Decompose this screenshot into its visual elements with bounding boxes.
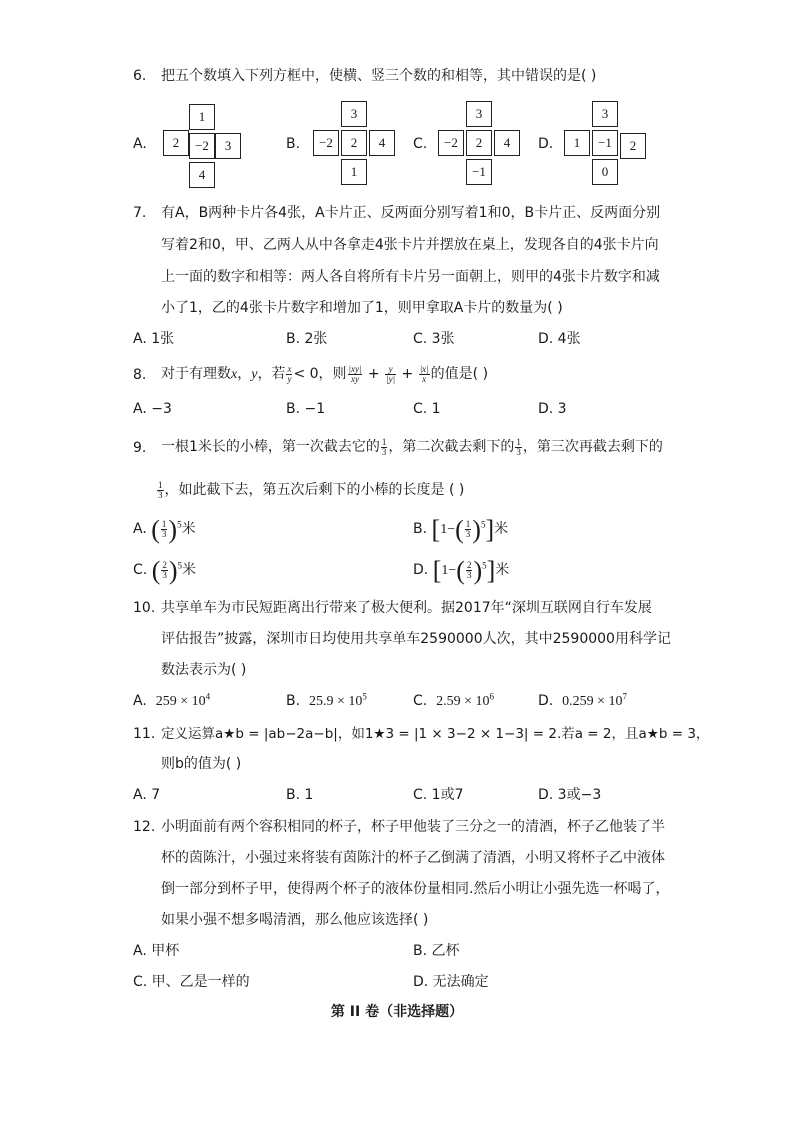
q7-line-1: 有A，B两种卡片各4张，A卡片正、反两面分别写着1和0，B卡片正、反两面分别 bbox=[161, 205, 661, 221]
q11-option-d: D. 3或−3 bbox=[538, 787, 602, 803]
q10-line-1: 共享单车为市民短距离出行带来了极大便利。据2017年“深圳互联网自行车发展 bbox=[161, 600, 652, 616]
cell-top: 1 bbox=[189, 104, 215, 130]
cell-right: 4 bbox=[494, 130, 520, 156]
q7-option-b: B. 2张 bbox=[286, 331, 328, 347]
q9-text-c: ，第三次再截去剩下的 bbox=[522, 439, 663, 455]
cell-bottom: 0 bbox=[592, 159, 618, 185]
cell-center: 2 bbox=[341, 130, 367, 156]
q6-stem: 把五个数填入下列方框中，使横、竖三个数的和相等，其中错误的是( ) bbox=[161, 68, 597, 84]
q8-option-d: D. 3 bbox=[538, 401, 567, 417]
q8-option-a: A. −3 bbox=[133, 401, 172, 417]
q8-option-b: B. −1 bbox=[286, 401, 326, 417]
section-title: 第 II 卷（非选择题） bbox=[330, 1004, 464, 1020]
q10-number: 10. bbox=[133, 600, 156, 616]
cell-bottom: 1 bbox=[341, 159, 367, 185]
q8-fraction-abs-x-x: $\frac{|x|}{x}$ bbox=[419, 363, 429, 384]
q6-option-c-cross bbox=[438, 101, 522, 189]
q8-text-c: < 0，则 bbox=[293, 366, 347, 382]
q9-option-a: A. ( $\frac{1}{3}$ )$^5$米 bbox=[133, 514, 196, 544]
q9-text-line-2: ，如此截下去，第五次后剩下的小棒的长度是 ( ) bbox=[164, 482, 465, 498]
q12-line-1: 小明面前有两个容积相同的杯子，杯子甲他装了三分之一的清酒，杯子乙他装了半 bbox=[161, 819, 665, 835]
q9-line-1 bbox=[161, 433, 663, 461]
q6-option-d-label: D. bbox=[538, 136, 554, 152]
q10-option-a: A. $259 \times 10^4$ bbox=[133, 691, 211, 709]
cell-bottom: 4 bbox=[189, 162, 215, 188]
q11-option-b: B. 1 bbox=[286, 787, 314, 803]
q6-option-d-cross bbox=[564, 101, 650, 189]
q12-number: 12. bbox=[133, 819, 156, 835]
q12-line-3: 倒一部分到杯子甲，使得两个杯子的液体份量相同.然后小明让小强先选一杯喝了， bbox=[161, 881, 670, 897]
q12-option-a: A. 甲杯 bbox=[133, 943, 180, 959]
q11-option-a: A. 7 bbox=[133, 787, 161, 803]
q8-text-a: 对于有理数 bbox=[161, 366, 231, 382]
q10-line-3: 数法表示为( ) bbox=[161, 662, 247, 678]
q6-option-b-label: B. bbox=[286, 136, 301, 152]
q12-option-c: C. 甲、乙是一样的 bbox=[133, 974, 250, 990]
cell-center: −1 bbox=[592, 130, 618, 156]
q7-option-a: A. 1张 bbox=[133, 331, 175, 347]
q7-line-4: 小了1，乙的4张卡片数字和增加了1，则甲拿取A卡片的数量为( ) bbox=[161, 300, 563, 316]
q8-fraction-x-over-y: $\frac{x}{y}$ bbox=[287, 363, 292, 384]
q9-text-b: ，第二次截去剩下的 bbox=[388, 439, 515, 455]
cell-top: 3 bbox=[466, 101, 492, 127]
q9-fraction-1-3: $\frac{1}{3}$ bbox=[516, 436, 521, 457]
q9-line-2 bbox=[156, 476, 464, 504]
q9-text-a: 一根1米长的小棒，第一次截去它的 bbox=[161, 439, 380, 455]
q7-option-d: D. 4张 bbox=[538, 331, 581, 347]
q7-option-c: C. 3张 bbox=[413, 331, 455, 347]
q9-option-d: D. [1−( $\frac{2}{3}$ )$^5$]米 bbox=[413, 555, 510, 585]
q6-option-a-cross bbox=[161, 104, 243, 188]
cell-top: 3 bbox=[592, 101, 618, 127]
cell-center: −2 bbox=[189, 133, 215, 159]
q6-option-c-label: C. bbox=[413, 136, 428, 152]
q6-option-a-label: A. bbox=[133, 136, 147, 152]
cell-left: −2 bbox=[313, 130, 339, 156]
q11-number: 11. bbox=[133, 726, 156, 742]
q8-plus-2: + bbox=[401, 366, 414, 382]
cell-left: 2 bbox=[163, 130, 189, 156]
q9-option-b: B. [1−( $\frac{1}{3}$ )$^5$]米 bbox=[413, 514, 509, 544]
cell-right: 3 bbox=[215, 133, 241, 159]
q8-option-c: C. 1 bbox=[413, 401, 441, 417]
q11-option-c: C. 1或7 bbox=[413, 787, 464, 803]
q8-text-d: 的值是( ) bbox=[430, 366, 489, 382]
q8-fraction-abs-xy: $\frac{|xy|}{xy}$ bbox=[348, 363, 362, 384]
cell-center: 2 bbox=[466, 130, 492, 156]
q10-option-d: D. $0.259 \times 10^7$ bbox=[538, 691, 628, 709]
q8-number: 8. bbox=[133, 367, 147, 383]
q8-text-b: ，若 bbox=[257, 366, 286, 382]
q7-number: 7. bbox=[133, 205, 147, 221]
q12-option-b: B. 乙杯 bbox=[413, 943, 460, 959]
q10-line-2: 评估报告”披露，深圳市日均使用共享单车2590000人次，其中2590000用科学记 bbox=[161, 631, 671, 647]
q9-fraction-1-3: $\frac{1}{3}$ bbox=[381, 436, 387, 457]
q11-line-1: 定义运算a★b = |ab−2a−b|，如1★3 = |1 × 3−2 × 1−3| = 2.若a = 2，且a★b = 3， bbox=[161, 726, 710, 742]
q9-number: 9. bbox=[133, 440, 147, 456]
cell-bottom: −1 bbox=[466, 159, 492, 185]
q11-line-2: 则b的值为( ) bbox=[161, 756, 242, 772]
q9-fraction-1-3: $\frac{1}{3}$ bbox=[158, 479, 163, 500]
q8-stem bbox=[161, 360, 488, 389]
cell-left: −2 bbox=[438, 130, 464, 156]
q10-option-b: B. $25.9 \times 10^5$ bbox=[286, 691, 367, 709]
q12-line-4: 如果小强不想多喝清酒，那么他应该选择( ) bbox=[161, 912, 429, 928]
q8-var-x: x bbox=[231, 367, 238, 382]
q9-option-c: C. ( $\frac{2}{3}$ )$^5$米 bbox=[133, 555, 197, 585]
cell-right: 2 bbox=[620, 133, 646, 159]
q12-line-2: 杯的茵陈汁，小强过来将装有茵陈汁的杯子乙倒满了清酒，小明又将杯子乙中液体 bbox=[161, 850, 665, 866]
q10-option-c: C. $2.59 \times 10^6$ bbox=[413, 691, 495, 709]
q8-plus-1: + bbox=[367, 366, 380, 382]
cell-right: 4 bbox=[369, 130, 395, 156]
q8-fraction-y-abs-y: $\frac{y}{|y|}$ bbox=[386, 363, 396, 384]
cell-left: 1 bbox=[564, 130, 590, 156]
q8-comma: ， bbox=[237, 366, 252, 382]
q7-line-3: 上一面的数字和相等：两人各自将所有卡片另一面朝上，则甲的4张卡片数字和减 bbox=[161, 269, 660, 285]
q12-option-d: D. 无法确定 bbox=[413, 974, 489, 990]
q6-number: 6. bbox=[133, 68, 147, 84]
q7-line-2: 写着2和0，甲、乙两人从中各拿走4张卡片并摆放在桌上，发现各自的4张卡片向 bbox=[161, 237, 659, 253]
q6-option-b-cross bbox=[313, 101, 397, 189]
cell-top: 3 bbox=[341, 101, 367, 127]
q8-var-y: y bbox=[251, 367, 258, 382]
